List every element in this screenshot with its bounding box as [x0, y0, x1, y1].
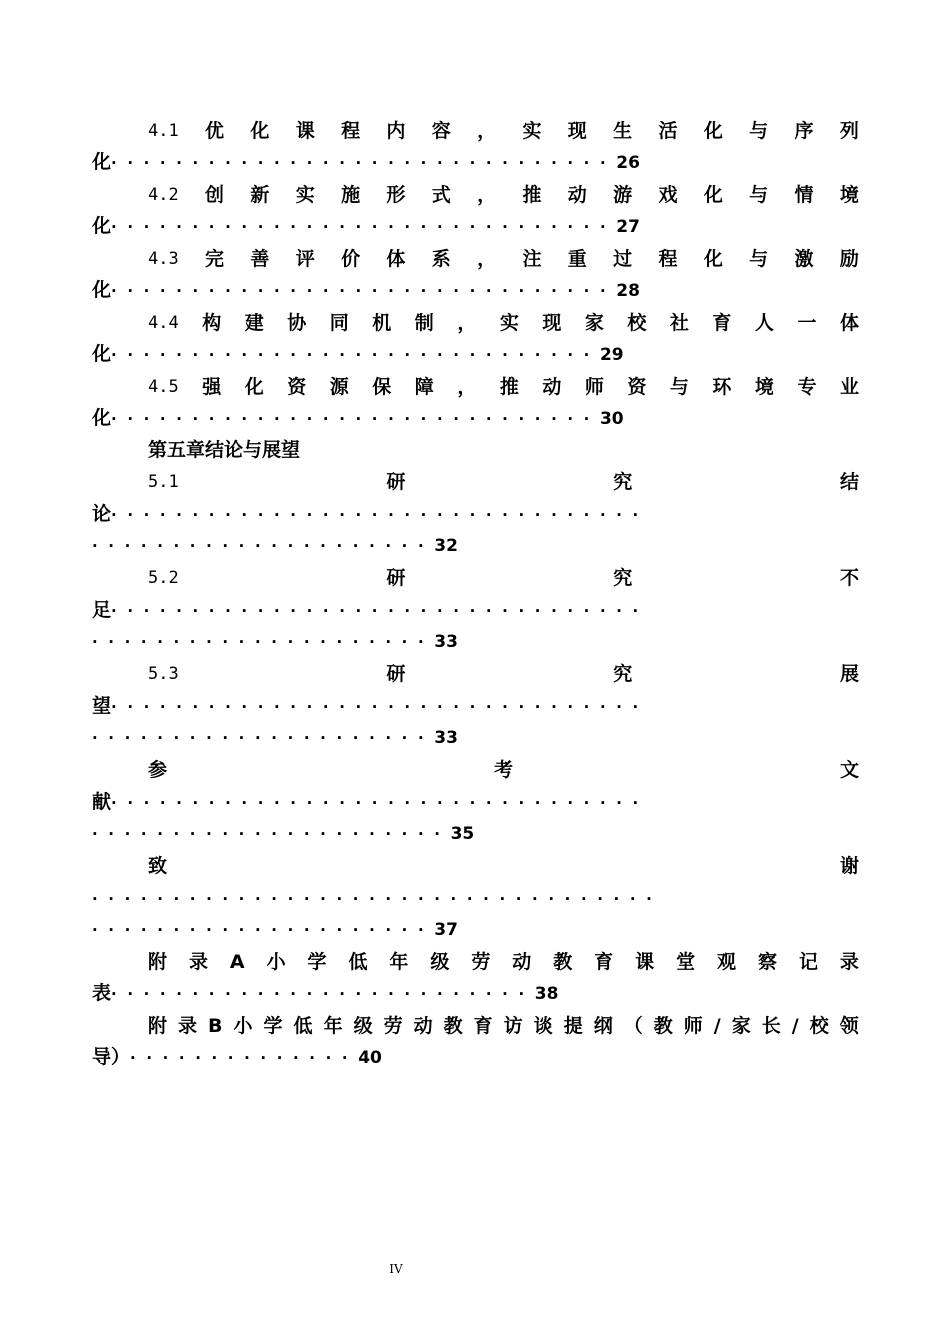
leader-dots: ·····················	[92, 921, 435, 939]
toc-title-char: 程	[341, 120, 361, 142]
toc-title-char: 障	[414, 376, 434, 398]
toc-title-char: 实	[295, 184, 315, 206]
toc-title-char: 强	[202, 376, 222, 398]
toc-title-char: 级	[430, 951, 450, 973]
toc-title-char: 附	[148, 951, 168, 973]
page-number-footer: IV	[389, 1262, 403, 1276]
toc-entry-leader[interactable]	[92, 914, 859, 944]
toc-title-char: 动	[512, 951, 532, 973]
toc-title-char: 机	[372, 312, 392, 334]
toc-title-char: 与	[669, 376, 689, 398]
toc-title-char: 表	[92, 982, 112, 1004]
toc-title-char: 一	[797, 312, 817, 334]
toc-title-char: 实	[499, 312, 519, 334]
toc-page-number: 26	[616, 153, 640, 173]
toc-title-char: 价	[341, 248, 361, 270]
toc-entry-致[interactable]	[148, 851, 859, 881]
toc-title-char: 专	[797, 376, 817, 398]
toc-title-char: 教	[653, 1015, 673, 1037]
leader-dots: ·······························	[111, 154, 617, 172]
toc-title-char: 课	[635, 951, 655, 973]
toc-title-char: 与	[749, 120, 769, 142]
toc-title-char: 究	[613, 471, 633, 493]
leader-dots: ·······························	[111, 282, 617, 300]
toc-title-char: 提	[563, 1015, 583, 1037]
toc-page-number: 30	[599, 409, 624, 429]
toc-entry-leader[interactable]	[92, 275, 859, 305]
toc-title-char: 序	[794, 120, 814, 142]
toc-title-char: 内	[386, 120, 406, 142]
leader-dots: ······················	[92, 825, 451, 843]
toc-entry-leader[interactable]	[92, 722, 859, 752]
leader-dots: ·································	[111, 698, 649, 716]
toc-title-char: 师	[584, 376, 604, 398]
leader-dots: ······························	[111, 410, 600, 428]
toc-title-char: 导）	[92, 1046, 131, 1068]
toc-title-char: 施	[341, 184, 361, 206]
toc-title-char: 领	[839, 1015, 859, 1037]
toc-title-char: 化	[244, 376, 264, 398]
chapter-5-heading[interactable]	[148, 435, 859, 465]
toc-title-char: 4.4	[148, 313, 179, 333]
toc-title-char: 优	[205, 120, 225, 142]
leader-dots: ··············	[130, 1049, 359, 1067]
toc-page-number: 33	[434, 632, 458, 652]
toc-entry-leader[interactable]	[92, 211, 859, 241]
toc-title-char: /	[713, 1015, 721, 1037]
toc-title-char: 校	[627, 312, 647, 334]
toc-page-number: 28	[616, 281, 640, 301]
toc-title-char: 协	[287, 312, 307, 334]
toc-title-char: 展	[839, 663, 859, 685]
toc-title-char: 学	[263, 1015, 283, 1037]
toc-title-char: （	[623, 1015, 643, 1037]
toc-entry-leader[interactable]	[92, 595, 859, 625]
toc-title-char: 小	[233, 1015, 253, 1037]
toc-title-char: 构	[202, 312, 222, 334]
toc-title-char: ，	[477, 184, 497, 206]
toc-title-char: 推	[522, 184, 542, 206]
toc-title-char: A	[229, 951, 245, 973]
toc-title-char: 善	[250, 248, 270, 270]
leader-dots: ···································	[92, 890, 663, 908]
toc-title-char: 生	[613, 120, 633, 142]
toc-title-char: 育	[473, 1015, 493, 1037]
leader-dots: ·································	[111, 506, 649, 524]
toc-title-char: 系	[431, 248, 451, 270]
toc-title-char: 新	[250, 184, 270, 206]
toc-title-char: 化	[92, 215, 112, 237]
toc-title-char: 录	[178, 1015, 198, 1037]
toc-title-char: 5.3	[148, 664, 179, 684]
toc-title-char: 育	[712, 312, 732, 334]
toc-title-char: 建	[244, 312, 264, 334]
toc-title-char: 与	[749, 184, 769, 206]
toc-title-char: 保	[372, 376, 392, 398]
leader-dots: ·····················	[92, 633, 435, 651]
toc-title-char: 创	[205, 184, 225, 206]
toc-title-char: 录	[839, 951, 859, 973]
toc-title-char: 形	[386, 184, 406, 206]
toc-title-char: 情	[794, 184, 814, 206]
toc-title-char: 化	[703, 248, 723, 270]
toc-entry-4.3[interactable]	[148, 244, 859, 274]
toc-title-char: 参	[148, 759, 168, 781]
toc-entry-leader[interactable]	[92, 530, 859, 560]
toc-title-char: 评	[295, 248, 315, 270]
toc-page-number: 33	[434, 728, 458, 748]
toc-title-char: 观	[717, 951, 737, 973]
toc-title-char: 育	[594, 951, 614, 973]
toc-page-number: 38	[534, 984, 559, 1004]
toc-title-char: 教	[443, 1015, 463, 1037]
toc-entry-leader[interactable]	[92, 1042, 859, 1072]
toc-title-char: 人	[754, 312, 774, 334]
toc-title-char: 低	[293, 1015, 313, 1037]
toc-title-char: 体	[386, 248, 406, 270]
toc-title-char: 教	[553, 951, 573, 973]
toc-title-char: 活	[658, 120, 678, 142]
toc-title-char: ，	[457, 376, 477, 398]
toc-title-char: 化	[92, 279, 112, 301]
toc-title-char: 制	[414, 312, 434, 334]
toc-title-char: ，	[477, 120, 497, 142]
leader-dots: ·····················	[92, 729, 435, 747]
toc-title-char: 过	[613, 248, 633, 270]
toc-title-char: 戏	[658, 184, 678, 206]
toc-entry-4.4[interactable]	[148, 308, 859, 338]
toc-title-char: 师	[683, 1015, 703, 1037]
chapter-title: 第五章结论与展望	[148, 439, 301, 461]
toc-title-char: 同	[329, 312, 349, 334]
toc-title-char: 重	[567, 248, 587, 270]
toc-title-char: 动	[542, 376, 562, 398]
toc-title-char: 究	[613, 567, 633, 589]
toc-entry-leader[interactable]	[92, 499, 859, 529]
toc-title-char: 式	[431, 184, 451, 206]
toc-title-char: 谢	[839, 855, 859, 877]
toc-title-char: 现	[542, 312, 562, 334]
toc-title-char: 不	[839, 567, 859, 589]
toc-title-char: B	[208, 1015, 223, 1037]
toc-title-char: 年	[389, 951, 409, 973]
toc-entry-5.3[interactable]	[148, 659, 859, 689]
toc-entry-leader[interactable]	[92, 818, 859, 848]
leader-dots: ·····················	[92, 537, 435, 555]
toc-entry-4.2[interactable]	[148, 180, 859, 210]
toc-title-char: 现	[567, 120, 587, 142]
toc-title-char: 5.1	[148, 472, 179, 492]
toc-title-char: 献	[92, 791, 112, 813]
toc-title-char: 4.2	[148, 185, 179, 205]
toc-title-char: 劳	[471, 951, 491, 973]
toc-entry-leader[interactable]	[92, 691, 859, 721]
toc-entry-appendix-b[interactable]	[148, 1011, 859, 1041]
toc-title-char: 体	[839, 312, 859, 334]
toc-entry-4.5[interactable]	[148, 372, 859, 402]
toc-title-char: 游	[613, 184, 633, 206]
toc-title-char: 研	[386, 567, 406, 589]
leader-dots: ·································	[111, 602, 649, 620]
toc-title-char: 低	[348, 951, 368, 973]
toc-title-char: 资	[627, 376, 647, 398]
toc-title-char: 化	[92, 151, 112, 173]
toc-title-char: 化	[250, 120, 270, 142]
toc-title-char: ，	[457, 312, 477, 334]
toc-page-number: 29	[599, 345, 624, 365]
toc-title-char: 致	[148, 855, 168, 877]
toc-entry-5.1[interactable]	[148, 467, 859, 497]
toc-entry-leader[interactable]	[92, 978, 859, 1008]
leader-dots: ·································	[111, 794, 649, 812]
toc-title-char: 注	[522, 248, 542, 270]
toc-title-char: 励	[839, 248, 859, 270]
toc-entry-5.2[interactable]	[148, 563, 859, 593]
toc-entry-appendix-a[interactable]	[148, 947, 859, 977]
toc-title-char: 化	[703, 120, 723, 142]
toc-title-char: 课	[295, 120, 315, 142]
toc-title-char: 小	[266, 951, 286, 973]
toc-title-char: 资	[287, 376, 307, 398]
toc-title-char: 动	[567, 184, 587, 206]
toc-title-char: 列	[839, 120, 859, 142]
toc-title-char: 环	[712, 376, 732, 398]
toc-title-char: 社	[669, 312, 689, 334]
toc-title-char: 足	[92, 599, 112, 621]
toc-title-char: 望	[92, 695, 112, 717]
toc-title-char: 化	[703, 184, 723, 206]
toc-title-char: 化	[92, 407, 112, 429]
leader-dots: ··························	[111, 985, 535, 1003]
toc-title-char: 程	[658, 248, 678, 270]
toc-title-char: 与	[749, 248, 769, 270]
toc-title-char: 推	[499, 376, 519, 398]
toc-title-char: 录	[188, 951, 208, 973]
toc-entry-leader[interactable]	[92, 403, 859, 433]
toc-page-number: 37	[434, 920, 458, 940]
leader-dots: ······························	[111, 346, 600, 364]
toc-page-number: 40	[358, 1048, 382, 1068]
toc-title-char: 完	[205, 248, 225, 270]
toc-page-number: 27	[616, 217, 640, 237]
toc-title-char: 境	[839, 184, 859, 206]
toc-title-char: 校	[809, 1015, 829, 1037]
toc-entry-leader[interactable]	[92, 339, 859, 369]
toc-title-char: 论	[92, 503, 112, 525]
toc-entry-leader[interactable]	[92, 147, 859, 177]
toc-title-char: 长	[761, 1015, 781, 1037]
toc-title-char: 4.1	[148, 121, 179, 141]
toc-title-char: 堂	[676, 951, 696, 973]
toc-title-char: 年	[323, 1015, 343, 1037]
toc-title-char: 文	[839, 759, 859, 781]
toc-title-char: 4.3	[148, 249, 179, 269]
toc-title-char: 研	[386, 663, 406, 685]
toc-title-char: 纲	[593, 1015, 613, 1037]
toc-title-char: /	[791, 1015, 799, 1037]
toc-title-char: 考	[493, 759, 513, 781]
toc-entry-leader[interactable]	[92, 787, 859, 817]
toc-page-number: 35	[450, 824, 475, 844]
toc-title-char: 业	[839, 376, 859, 398]
toc-title-char: 学	[307, 951, 327, 973]
leader-dots: ·······························	[111, 218, 617, 236]
toc-title-char: 源	[329, 376, 349, 398]
toc-entry-4.1[interactable]	[148, 116, 859, 146]
toc-entry-leader[interactable]	[92, 626, 859, 656]
toc-title-char: 级	[353, 1015, 373, 1037]
toc-title-char: 实	[522, 120, 542, 142]
toc-title-char: 动	[413, 1015, 433, 1037]
toc-title-char: 究	[613, 663, 633, 685]
toc-title-char: 谈	[533, 1015, 553, 1037]
toc-title-char: 察	[758, 951, 778, 973]
toc-page-number: 32	[434, 536, 458, 556]
toc-title-char: 容	[431, 120, 451, 142]
toc-title-char: 化	[92, 343, 112, 365]
toc-title-char: 4.5	[148, 377, 179, 397]
toc-entry-leader[interactable]	[92, 883, 859, 913]
toc-title-char: 家	[731, 1015, 751, 1037]
toc-title-char: 结	[839, 471, 859, 493]
toc-title-char: 研	[386, 471, 406, 493]
toc-title-char: 激	[794, 248, 814, 270]
toc-title-char: 5.2	[148, 568, 179, 588]
toc-title-char: 附	[148, 1015, 168, 1037]
toc-title-char: ，	[477, 248, 497, 270]
toc-title-char: 访	[503, 1015, 523, 1037]
toc-title-char: 记	[798, 951, 818, 973]
toc-title-char: 家	[584, 312, 604, 334]
toc-title-char: 劳	[383, 1015, 403, 1037]
toc-title-char: 境	[754, 376, 774, 398]
toc-entry-参[interactable]	[148, 755, 859, 785]
